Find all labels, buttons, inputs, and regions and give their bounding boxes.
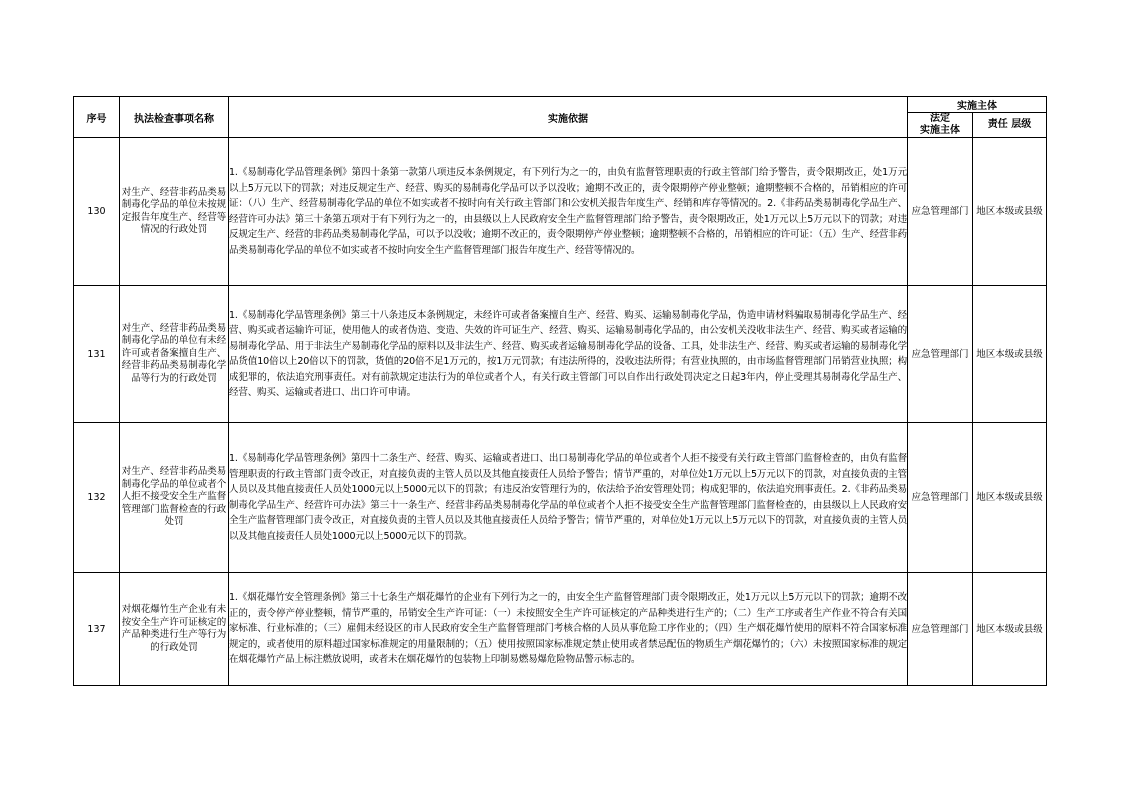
row-legal-subject: 应急管理部门 (908, 423, 973, 573)
header-legal-subject: 法定 实施主体 (908, 113, 973, 138)
row-legal-subject: 应急管理部门 (908, 138, 973, 286)
header-responsibility-level: 责任 层级 (973, 113, 1047, 138)
row-no: 137 (74, 573, 120, 686)
header-no: 序号 (74, 97, 120, 138)
row-no: 130 (74, 138, 120, 286)
row-item-name: 对生产、经营非药品类易制毒化学品的单位有未经许可或者备案擅自生产、经营非药品类易制毒化学品等行为的行政处罚 (120, 286, 229, 423)
row-basis: 1.《易制毒化学品管理条例》第四十二条生产、经营、购买、运输或者进口、出口易制毒化学品的单位或者个人拒不接受有关行政主管部门监督检查的，由负有监督管理职责的行政主管部门责令改正，对直接负责的主管人员以及其他直接责任人员给予警告；情节严重的，对单位处1万元以上5万元以下的罚款，对直接负责的主管人员以及其他直接责任人员处1000元以上5000元以下的罚款；有违反治安管理行为的，依法给予治安管理处罚；构成犯罪的，依法追究刑事责任。2.《非药品类易制毒化学品生产、经营许可办法》第三十一条生产、经营非药品类易制毒化学品的单位或者个人拒不接受安全生产监督管理部门监督检查的，由县级以上人民政府安全生产监督管理部门责令改正，对直接负责的主管人员以及其他直接责任人员给予警告；情节严重的，对单位处1万元以上5万元以下的罚款，对直接负责的主管人员以及其他直接责任人员处1000元以上5000元以下的罚款。 (229, 423, 908, 573)
row-level: 地区本级或县级 (973, 573, 1047, 686)
table-row (74, 138, 1047, 286)
header-row-1 (74, 97, 1047, 113)
row-legal-subject: 应急管理部门 (908, 573, 973, 686)
row-item-name: 对生产、经营非药品类易制毒化学品的单位或者个人拒不接受安全生产监督管理部门监督检查的行政处罚 (120, 423, 229, 573)
row-level: 地区本级或县级 (973, 423, 1047, 573)
header-implementer: 实施主体 (908, 97, 1047, 113)
table-row (74, 573, 1047, 686)
row-item-name: 对烟花爆竹生产企业有未按安全生产许可证核定的产品种类进行生产等行为的行政处罚 (120, 573, 229, 686)
header-basis: 实施依据 (229, 97, 908, 138)
enforcement-items-table (73, 96, 1047, 686)
row-level: 地区本级或县级 (973, 286, 1047, 423)
row-level: 地区本级或县级 (973, 138, 1047, 286)
table-row (74, 423, 1047, 573)
row-no: 131 (74, 286, 120, 423)
row-item-name: 对生产、经营非药品类易制毒化学品的单位未按规定报告年度生产、经营等情况的行政处罚 (120, 138, 229, 286)
header-item-name: 执法检查事项名称 (120, 97, 229, 138)
row-legal-subject: 应急管理部门 (908, 286, 973, 423)
row-no: 132 (74, 423, 120, 573)
row-basis: 1.《易制毒化学品管理条例》第四十条第一款第八项违反本条例规定，有下列行为之一的，由负有监督管理职责的行政主管部门给予警告，责令限期改正，处1万元以上5万元以下的罚款；对违反规定生产、经营、购买的易制毒化学品可以予以没收；逾期不改正的，责令限期停产停业整顿；逾期整顿不合格的，吊销相应的许可证：（八）生产、经营易制毒化学品的单位不如实或者不按时向有关行政主管部门和公安机关报告年度生产、经销和库存等情况的。2.《非药品类易制毒化学品生产、经营许可办法》第三十条第五项对于有下列行为之一的，由县级以上人民政府安全生产监督管理部门给予警告，责令限期改正，处1万元以上5万元以下的罚款；对违反规定生产、经营的非药品类易制毒化学品，可以予以没收；逾期不改正的，责令限期停产停业整顿；逾期整顿不合格的，吊销相应的许可证：（五）生产、经营非药品类易制毒化学品的单位不如实或者不按时向安全生产监督管理部门报告年度生产、经营等情况的。 (229, 138, 908, 286)
row-basis: 1.《易制毒化学品管理条例》第三十八条违反本条例规定，未经许可或者备案擅自生产、经营、购买、运输易制毒化学品，伪造申请材料骗取易制毒化学品生产、经营、购买或者运输许可证，使用他人的或者伪造、变造、失效的许可证生产、经营、购买、运输易制毒化学品的，由公安机关没收非法生产、经营、购买或者运输的易制毒化学品、用于非法生产易制毒化学品的原料以及非法生产、经营、购买或者运输易制毒化学品的设备、工具，处非法生产、经营、购买或者运输的易制毒化学品货值10倍以上20倍以下的罚款，货值的20倍不足1万元的，按1万元罚款；有违法所得的，没收违法所得；有营业执照的，由市场监督管理部门吊销营业执照；构成犯罪的，依法追究刑事责任。对有前款规定违法行为的单位或者个人，有关行政主管部门可以自作出行政处罚决定之日起3年内，停止受理其易制毒化学品生产、经营、购买、运输或者进口、出口许可申请。 (229, 286, 908, 423)
row-basis: 1.《烟花爆竹安全管理条例》第三十七条生产烟花爆竹的企业有下列行为之一的，由安全生产监督管理部门责令限期改正，处1万元以上5万元以下的罚款；逾期不改正的，责令停产停业整顿，情节严重的，吊销安全生产许可证：（一）未按照安全生产许可证核定的产品种类进行生产的；（二）生产工序或者生产作业不符合有关国家标准、行业标准的；（三）雇佣未经设区的市人民政府安全生产监督管理部门考核合格的人员从事危险工序作业的；（四）生产烟花爆竹使用的原料不符合国家标准规定的，或者使用的原料超过国家标准规定的用量限制的；（五）使用按照国家标准规定禁止使用或者禁忌配伍的物质生产烟花爆竹的；（六）未按照国家标准的规定在烟花爆竹产品上标注燃放说明，或者未在烟花爆竹的包装物上印制易燃易爆危险物品警示标志的。 (229, 573, 908, 686)
table-row (74, 286, 1047, 423)
